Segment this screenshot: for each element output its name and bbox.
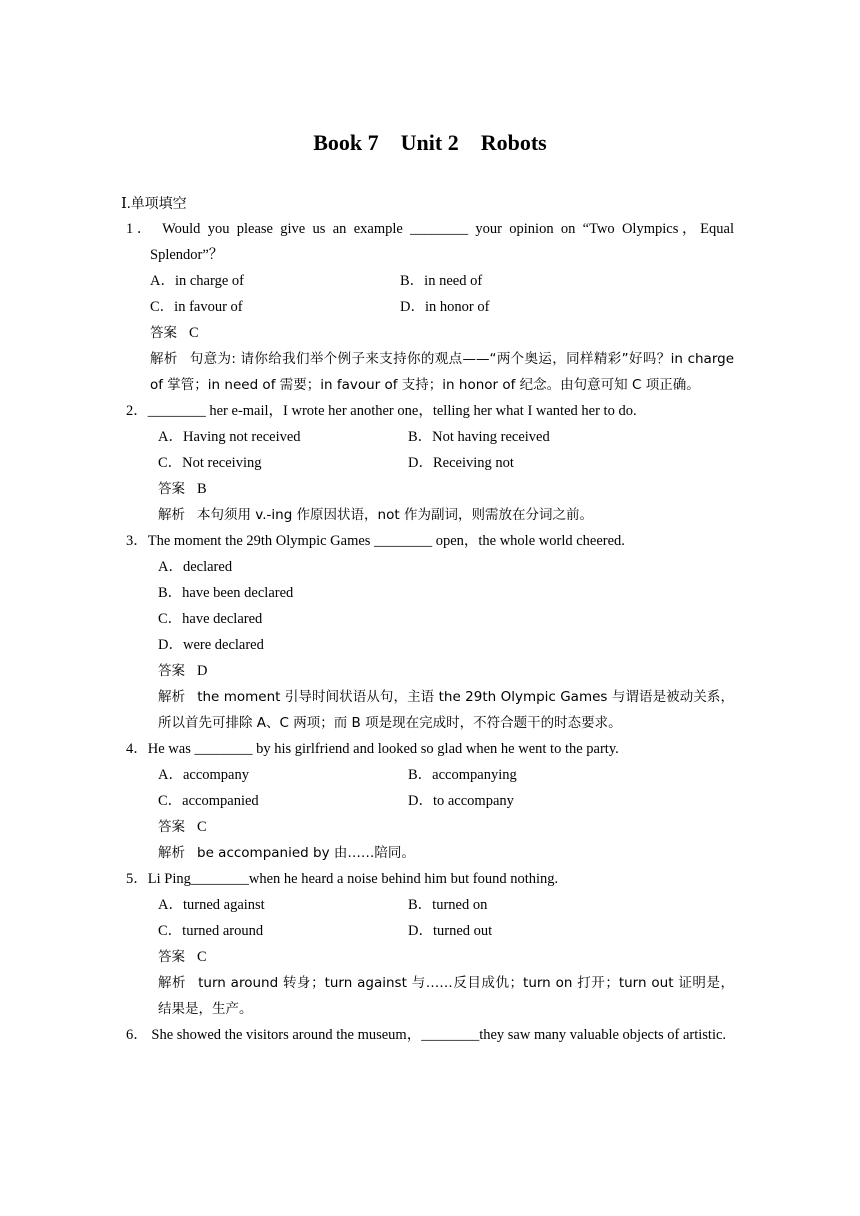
option-c: C．turned around [158,923,264,939]
question-1 [126,216,734,398]
question-number: 6． [126,1027,148,1043]
question-text: Li Ping________when he heard a noise behind him but found nothing. [147,871,559,887]
answer-value: B [197,481,207,497]
question-text: He was ________ by his girlfriend and looked so glad when he went to the party. [147,741,619,757]
explanation-text: the moment 引导时间状语从句，主语 the 29th Olympic Games 与谓语是被动关系，所以首先可排除 A、C 两项；而 B 项是现在完成时，不符合题干的时态要求。 [158,689,735,731]
explanation-label: 解析 [158,845,185,861]
option-b: B．have been declared [158,585,294,601]
question-number: 2． [126,403,148,419]
option-b: B．Not having received [408,429,550,445]
answer-line [126,814,734,840]
option-a: A．accompany [158,767,249,783]
option-d: D．were declared [158,637,264,653]
question-list [126,216,734,1048]
explanation-text: be accompanied by 由……陪同。 [197,845,415,861]
answer-line [126,658,734,684]
question-2 [126,398,734,528]
option-c: C．Not receiving [158,455,262,471]
answer-value: C [197,819,207,835]
answer-label: 答案 [150,325,177,341]
option-list [126,554,734,658]
option-d: D．in honor of [400,299,490,315]
answer-line [126,320,734,346]
section-label: 单项填空 [130,196,187,212]
section-roman: Ⅰ. [121,196,131,212]
question-3 [126,528,734,736]
answer-label: 答案 [158,481,185,497]
answer-line [126,944,734,970]
page-title: Book 7 Unit 2 Robots [313,130,547,155]
question-stem [126,528,734,554]
option-b: B．in need of [400,273,483,289]
question-text: She showed the visitors around the museum，________they saw many valuable objects of artistic. [147,1027,727,1043]
explanation [126,684,734,736]
explanation [126,502,734,528]
option-c: C．have declared [158,611,263,627]
option-c: C．accompanied [158,793,259,809]
question-stem [126,866,734,892]
option-c: C．in favour of [150,299,243,315]
question-stem [126,1022,734,1048]
option-b: B．turned on [408,897,488,913]
option-list [126,762,734,814]
option-b: B．accompanying [408,767,517,783]
explanation-label: 解析 [158,689,186,705]
explanation-text: 句意为: 请你给我们举个例子来支持你的观点——“两个奥运，同样精彩”好吗？in charge of 掌管；in need of 需要；in favour of 支持；in honor of 纪念。由句意可知 C 项正确。 [150,351,735,393]
option-list [126,892,734,944]
explanation-text: 本句须用 v.-ing 作原因状语，not 作为副词，则需放在分词之前。 [197,507,593,523]
option-a: A．turned against [158,897,265,913]
question-text: The moment the 29th Olympic Games ________ open，the whole world cheered. [147,533,625,549]
option-a: A．in charge of [150,273,244,289]
option-a: A．Having not received [158,429,301,445]
question-number: 1． [126,221,156,237]
option-a: A．declared [158,559,233,575]
section-heading [121,193,187,213]
explanation-label: 解析 [158,507,185,523]
explanation [126,840,734,866]
question-stem [126,736,734,762]
option-list [126,424,734,476]
answer-label: 答案 [158,663,185,679]
answer-label: 答案 [158,949,185,965]
question-6 [126,1022,734,1048]
explanation-label: 解析 [150,351,178,367]
question-number: 3． [126,533,148,549]
answer-line [126,476,734,502]
option-d: D．Receiving not [408,455,514,471]
question-text: ________ her e-mail，I wrote her another one，telling her what I wanted her to do. [147,403,637,419]
question-number: 4． [126,741,148,757]
explanation-label: 解析 [158,975,187,991]
explanation [126,970,734,1022]
answer-value: C [197,949,207,965]
answer-value: C [189,325,199,341]
option-d: D．turned out [408,923,493,939]
question-text: Would you please give us an example ________ your opinion on “Two Olympics，Equal Splendor”？ [150,221,735,263]
option-d: D．to accompany [408,793,514,809]
answer-value: D [197,663,208,679]
option-list [126,268,734,320]
answer-label: 答案 [158,819,185,835]
question-stem [126,216,734,268]
explanation [126,346,734,398]
question-stem [126,398,734,424]
question-4 [126,736,734,866]
question-number: 5． [126,871,148,887]
explanation-text: turn around 转身；turn against 与……反目成仇；turn on 打开；turn out 证明是，结果是，生产。 [158,975,734,1017]
question-5 [126,866,734,1022]
